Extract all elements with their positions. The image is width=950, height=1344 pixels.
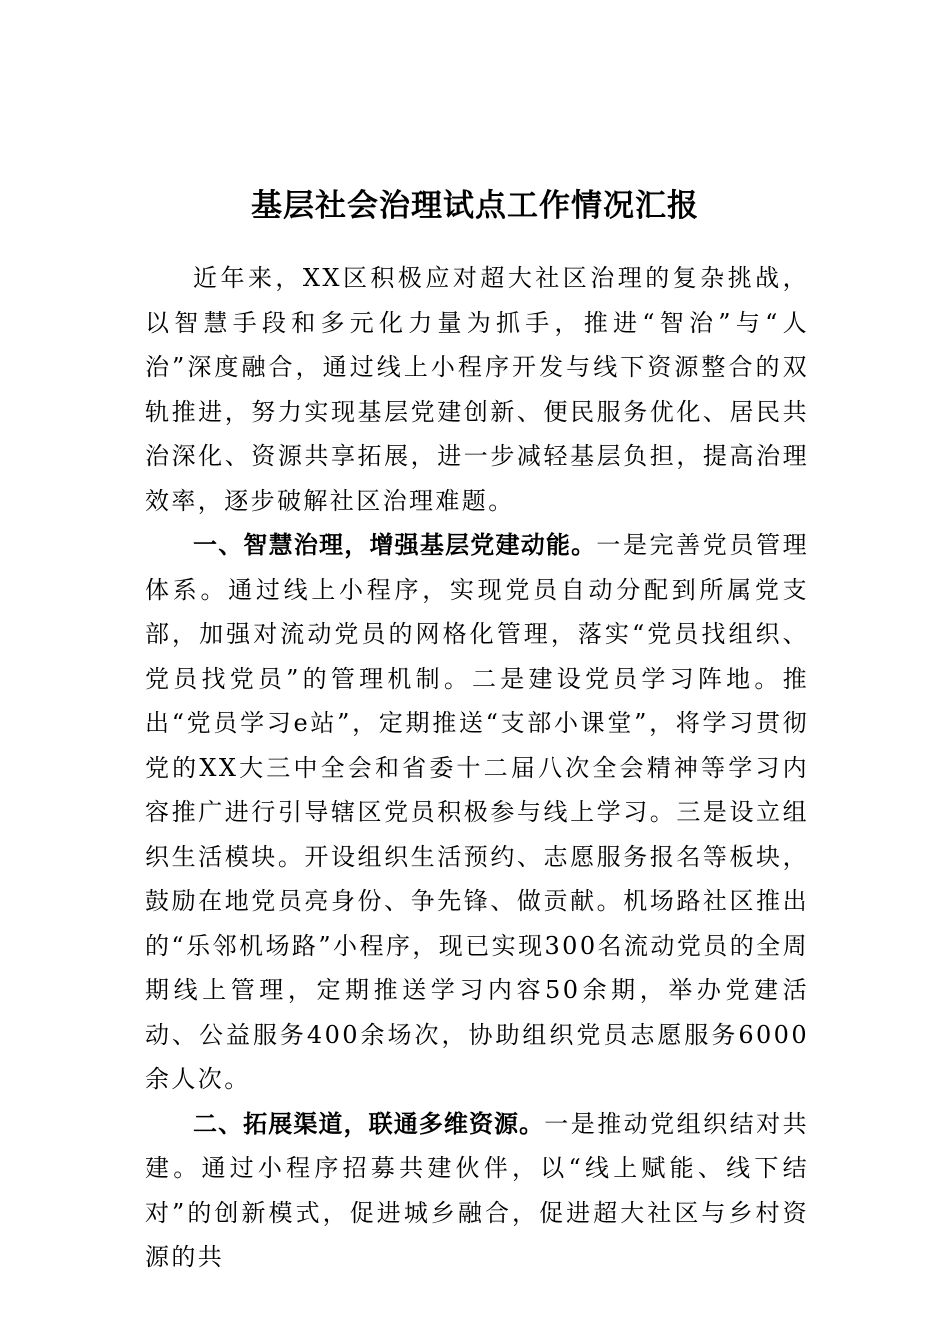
section-two-text: 一是推动党组织结对共建。通过小程序招募共建伙伴，以“线上赋能、线下结对”的创新模式，促进城乡融合，促进超大社区与乡村资源的共	[145, 1109, 810, 1271]
section-one-heading: 一、智慧治理，增强基层党建动能。	[193, 531, 597, 559]
intro-paragraph-text: 近年来，XX区积极应对超大社区治理的复杂挑战，以智慧手段和多元化力量为抓手，推进“智治”与“人治”深度融合，通过线上小程序开发与线下资源整合的双轨推进，努力实现基层党建创新、便民服务优化、居民共治深化、资源共享拓展，进一步减轻基层负担，提高治理效率，逐步破解社区治理难题。	[145, 264, 809, 515]
section-two-heading: 二、拓展渠道，联通多维资源。	[193, 1109, 545, 1138]
section-one-text: 一是完善党员管理体系。通过线上小程序，实现党员自动分配到所属党支部，加强对流动党员的网格化管理，落实“党员找组织、党员找党员”的管理机制。二是建设党员学习阵地。推出“党员学习e站”，定期推送“支部小课堂”，将学习贯彻党的XX大三中全会和省委十二届八次全会精神等学习内容推广进行引导辖区党员积极参与线上学习。三是设立组织生活模块。开设组织生活预约、志愿服务报名等板块，鼓励在地党员亮身份、争先锋、做贡献。机场路社区推出的“乐邻机场路”小程序，现已实现300名流动党员的全周期线上管理，定期推送学习内容50余期，举办党建活动、公益服务400余场次，协助组织党员志愿服务6000余人次。	[145, 531, 810, 1093]
document-title: 基层社会治理试点工作情况汇报	[251, 187, 699, 224]
section-two-paragraph	[145, 1102, 809, 1280]
document-body	[145, 256, 809, 1280]
section-one-paragraph	[145, 523, 809, 1102]
intro-paragraph	[145, 256, 809, 523]
